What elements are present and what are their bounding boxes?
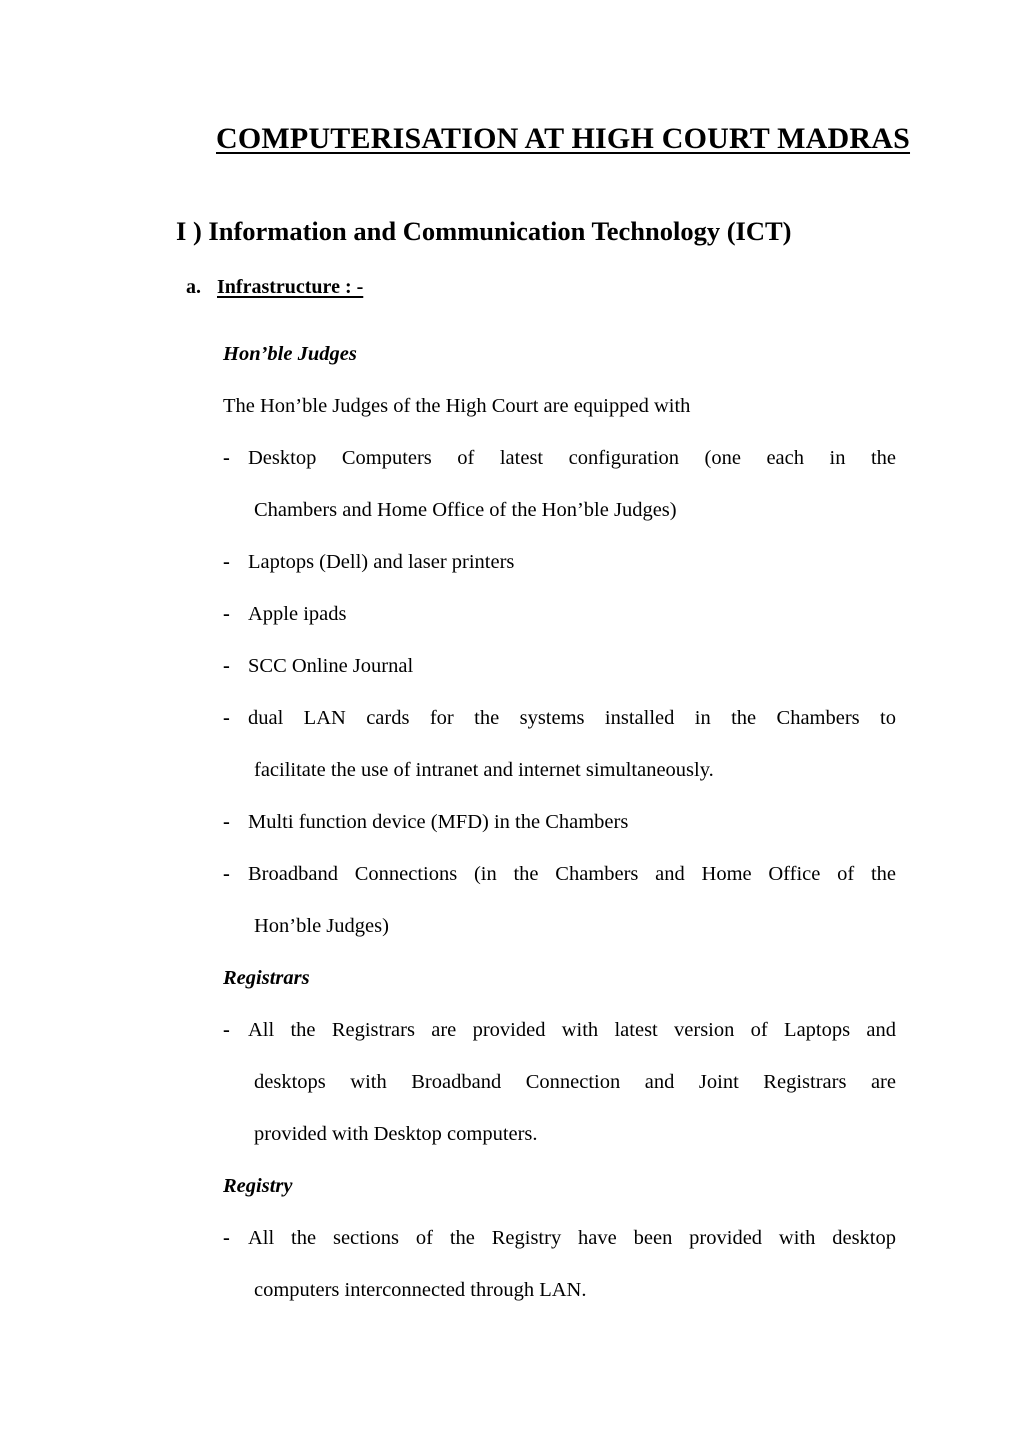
list-item	[223, 1212, 896, 1316]
list-item-line: Hon’ble Judges)	[254, 915, 389, 937]
list-item-line: provided with Desktop computers.	[254, 1123, 538, 1145]
subsection-heading	[186, 276, 363, 299]
list-item-line: Apple ipads	[248, 603, 347, 625]
bullet-dash: -	[223, 707, 230, 729]
bullet-dash: -	[223, 1019, 230, 1041]
list-item-line: SCC Online Journal	[248, 655, 414, 677]
registry-heading: Registry	[223, 1175, 293, 1197]
list-item-line: Desktop Computers of latest configuration (one each in the	[248, 447, 896, 469]
document-title: COMPUTERISATION AT HIGH COURT MADRAS	[216, 122, 911, 155]
list-item-line: facilitate the use of intranet and internet simultaneously.	[254, 759, 714, 781]
list-item-line: desktops with Broadband Connection and Joint Registrars are	[254, 1071, 896, 1093]
list-item-line: All the Registrars are provided with latest version of Laptops and	[248, 1019, 896, 1041]
list-item	[223, 536, 896, 588]
judges-heading: Hon’ble Judges	[223, 343, 357, 365]
list-item-line: computers interconnected through LAN.	[254, 1279, 587, 1301]
list-item-line: Laptops (Dell) and laser printers	[248, 551, 515, 573]
subsection-marker: a.	[186, 276, 201, 298]
list-item	[223, 640, 896, 692]
list-item-line: Chambers and Home Office of the Hon’ble Judges)	[254, 499, 677, 521]
bullet-dash: -	[223, 811, 230, 833]
bullet-dash: -	[223, 863, 230, 885]
list-item-line: Broadband Connections (in the Chambers and Home Office of the	[248, 863, 896, 885]
document-body	[223, 328, 896, 1316]
list-item	[223, 848, 896, 952]
list-item	[223, 432, 896, 536]
list-item-line: All the sections of the Registry have been provided with desktop	[248, 1227, 896, 1249]
bullet-dash: -	[223, 655, 230, 677]
bullet-dash: -	[223, 603, 230, 625]
bullet-dash: -	[223, 1227, 230, 1249]
list-item-line: dual LAN cards for the systems installed in the Chambers to	[248, 707, 896, 729]
judges-intro: The Hon’ble Judges of the High Court are equipped with	[223, 395, 691, 417]
list-item	[223, 796, 896, 848]
registrars-heading: Registrars	[223, 967, 310, 989]
list-item	[223, 692, 896, 796]
bullet-dash: -	[223, 447, 230, 469]
section-heading: I ) Information and Communication Technology (ICT)	[176, 216, 792, 246]
bullet-dash: -	[223, 551, 230, 573]
list-item	[223, 1004, 896, 1160]
list-item	[223, 588, 896, 640]
list-item-line: Multi function device (MFD) in the Chambers	[248, 811, 629, 833]
subsection-label: Infrastructure : -	[217, 276, 364, 298]
